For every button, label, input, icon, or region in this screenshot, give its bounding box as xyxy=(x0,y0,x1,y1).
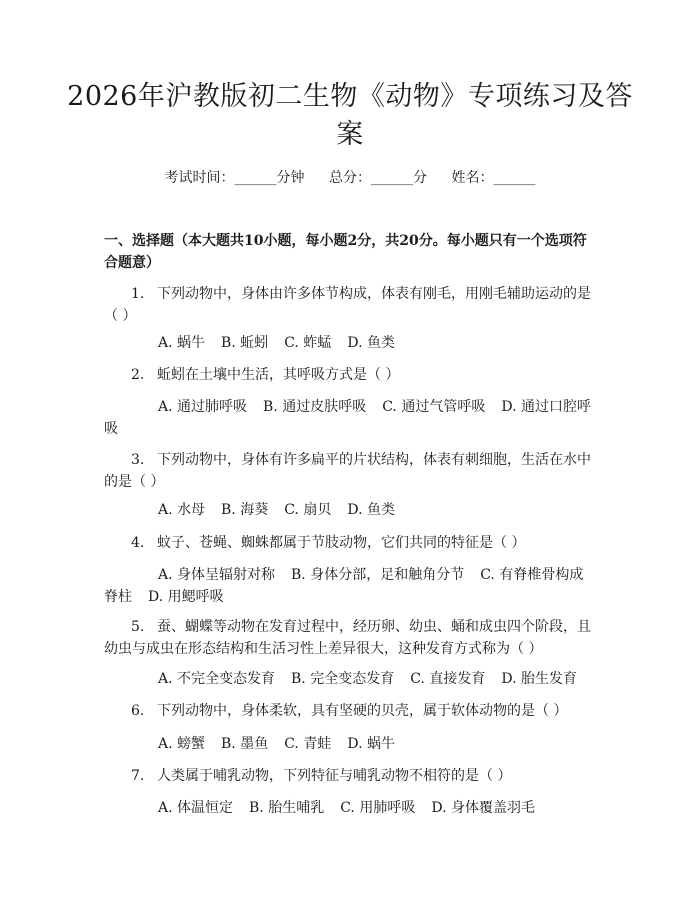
question-5 xyxy=(104,616,596,660)
option-b: B. 胎生哺乳 xyxy=(249,800,325,816)
option-d: D. 蜗牛 xyxy=(347,736,395,752)
question-6-options xyxy=(104,733,596,755)
question-5-options xyxy=(104,668,596,690)
question-4 xyxy=(104,532,596,554)
document-title: 2026年沪教版初二生物《动物》专项练习及答案 xyxy=(67,81,633,150)
option-d: D. 鱼类 xyxy=(347,335,395,351)
question-number: 2. xyxy=(131,367,145,383)
question-number: 5. xyxy=(131,619,145,635)
question-1-options xyxy=(104,332,596,354)
question-text: 下列动物中，身体柔软，具有坚硬的贝壳，属于软体动物的是（ ） xyxy=(157,703,568,719)
option-d: D. 用鳃呼吸 xyxy=(148,589,224,605)
option-a: A. 身体呈辐射对称 xyxy=(158,567,276,583)
question-1 xyxy=(104,283,596,327)
option-b: B. 墨鱼 xyxy=(221,736,269,752)
option-b: B. 通过皮肤呼吸 xyxy=(263,399,367,415)
question-number: 7. xyxy=(131,768,145,784)
question-number: 1. xyxy=(131,286,145,302)
section-heading: 一、选择题（本大题共10小题，每小题2分，共20分。每小题只有一个选项符合题意） xyxy=(104,233,587,271)
question-2-options xyxy=(104,396,596,440)
question-text: 下列动物中，身体由许多体节构成，体表有刚毛，用刚毛辅助运动的是（ ） xyxy=(104,286,591,324)
option-a: A. 螃蟹 xyxy=(158,736,206,752)
option-c: C. 扇贝 xyxy=(284,502,332,518)
question-number: 6. xyxy=(131,703,145,719)
question-text: 人类属于哺乳动物，下列特征与哺乳动物不相符的是（ ） xyxy=(157,768,512,784)
option-d: D. 身体覆盖羽毛 xyxy=(431,800,535,816)
option-d: D. 胎生发育 xyxy=(501,671,577,687)
option-b: B. 完全变态发育 xyxy=(291,671,395,687)
question-2 xyxy=(104,364,596,386)
option-c: C. 有脊椎骨构成脊柱 xyxy=(104,567,584,605)
question-text: 蚕、蝴蝶等动物在发育过程中，经历卵、幼虫、蛹和成虫四个阶段，且幼虫与成虫在形态结构和生活习性上差异很大，这种发育方式称为（ ） xyxy=(104,619,591,657)
question-4-options xyxy=(104,564,596,608)
option-c: C. 直接发育 xyxy=(410,671,486,687)
option-b: B. 身体分部，足和触角分节 xyxy=(291,567,465,583)
option-a: A. 不完全变态发育 xyxy=(158,671,276,687)
question-3 xyxy=(104,449,596,493)
question-3-options xyxy=(104,499,596,521)
question-7 xyxy=(104,765,596,787)
exam-meta xyxy=(0,168,700,188)
student-name: 姓名：______ xyxy=(451,170,536,186)
option-a: A. 体温恒定 xyxy=(158,800,234,816)
exam-time: 考试时间：______分钟 xyxy=(164,170,305,186)
question-text: 蚯蚓在土壤中生活，其呼吸方式是（ ） xyxy=(157,367,400,383)
option-c: C. 通过气管呼吸 xyxy=(382,399,486,415)
option-c: C. 蚱蜢 xyxy=(284,335,332,351)
question-text: 下列动物中，身体有许多扁平的片状结构，体表有刺细胞，生活在水中的是（ ） xyxy=(104,452,591,490)
question-6 xyxy=(104,700,596,722)
option-a: A. 蜗牛 xyxy=(158,335,206,351)
question-number: 4. xyxy=(131,535,145,551)
option-b: B. 蚯蚓 xyxy=(221,335,269,351)
exam-total-score: 总分：______分 xyxy=(329,170,427,186)
option-a: A. 通过肺呼吸 xyxy=(158,399,248,415)
question-7-options xyxy=(104,797,596,819)
option-b: B. 海葵 xyxy=(221,502,269,518)
option-d: D. 通过口腔呼吸 xyxy=(104,399,591,437)
option-d: D. 鱼类 xyxy=(347,502,395,518)
question-text: 蚊子、苍蝇、蜘蛛都属于节肢动物，它们共同的特征是（ ） xyxy=(157,535,526,551)
option-c: C. 青蛙 xyxy=(284,736,332,752)
option-c: C. 用肺呼吸 xyxy=(340,800,416,816)
option-a: A. 水母 xyxy=(158,502,206,518)
question-number: 3. xyxy=(131,452,145,468)
